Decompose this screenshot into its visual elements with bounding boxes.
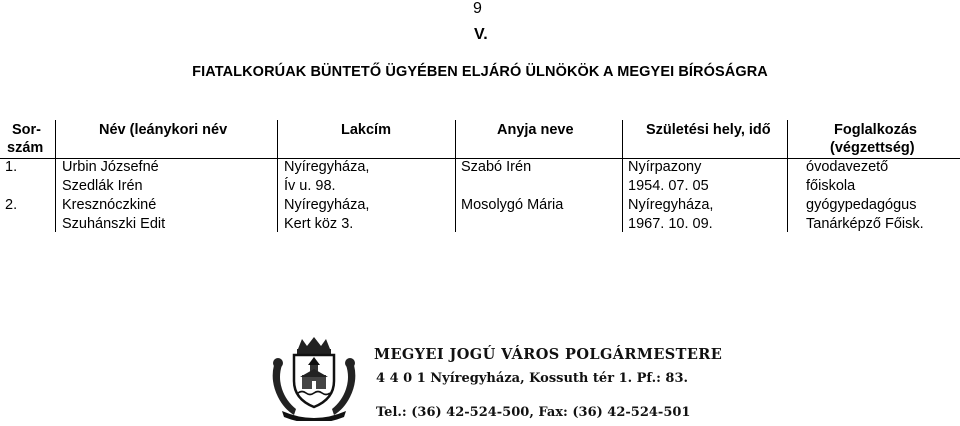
education: főiskola bbox=[806, 178, 856, 194]
birth-date: 1967. 10. 09. bbox=[628, 216, 713, 232]
table-divider bbox=[55, 120, 56, 232]
header-mother: Anyja neve bbox=[497, 122, 574, 138]
address-city: Nyíregyháza, bbox=[284, 159, 370, 175]
address-street: Kert köz 3. bbox=[284, 216, 354, 232]
header-education: (végzettség) bbox=[830, 140, 915, 156]
header-birth: Születési hely, idő bbox=[646, 122, 771, 138]
header-occupation: Foglalkozás bbox=[834, 122, 917, 138]
section-number: V. bbox=[474, 26, 488, 43]
table-divider bbox=[622, 120, 623, 232]
header-sorszam-line2: szám bbox=[7, 140, 44, 156]
header-sorszam-line1: Sor- bbox=[12, 122, 41, 138]
stamp-address: 4 4 0 1 Nyíregyháza, Kossuth tér 1. Pf.: 83. bbox=[376, 371, 689, 386]
birth-place: Nyíregyháza, bbox=[628, 197, 714, 213]
stamp-title: MEGYEI JOGÚ VÁROS POLGÁRMESTERE bbox=[374, 346, 723, 363]
maiden-name: Szuhánszki Edit bbox=[62, 216, 166, 232]
document-title: FIATALKORÚAK BÜNTETŐ ÜGYÉBEN ELJÁRÓ ÜLNÖKÖK A MEGYEI BÍRÓSÁGRA bbox=[192, 64, 768, 80]
address-street: Ív u. 98. bbox=[284, 178, 336, 194]
stamp-contact: Tel.: (36) 42-524-500, Fax: (36) 42-524-501 bbox=[376, 405, 691, 420]
table-divider bbox=[455, 120, 456, 232]
address-city: Nyíregyháza, bbox=[284, 197, 370, 213]
occupation: gyógypedagógus bbox=[806, 197, 917, 213]
member-name: Urbin Józsefné bbox=[62, 159, 159, 175]
page-number: 9 bbox=[473, 0, 482, 17]
header-name: Név (leánykori név bbox=[99, 122, 228, 138]
member-name: Kresznóczkiné bbox=[62, 197, 157, 213]
row-number: 1. bbox=[5, 159, 18, 175]
education: Tanárképző Főisk. bbox=[806, 216, 924, 232]
row-number: 2. bbox=[5, 197, 18, 213]
table-divider bbox=[787, 120, 788, 232]
mother-name: Mosolygó Mária bbox=[461, 197, 564, 213]
occupation: óvodavezető bbox=[806, 159, 889, 175]
table-divider bbox=[277, 120, 278, 232]
birth-place: Nyírpazony bbox=[628, 159, 702, 175]
mother-name: Szabó Irén bbox=[461, 159, 532, 175]
coat-of-arms-icon bbox=[268, 335, 360, 421]
header-address: Lakcím bbox=[341, 122, 391, 138]
birth-date: 1954. 07. 05 bbox=[628, 178, 709, 194]
maiden-name: Szedlák Irén bbox=[62, 178, 143, 194]
